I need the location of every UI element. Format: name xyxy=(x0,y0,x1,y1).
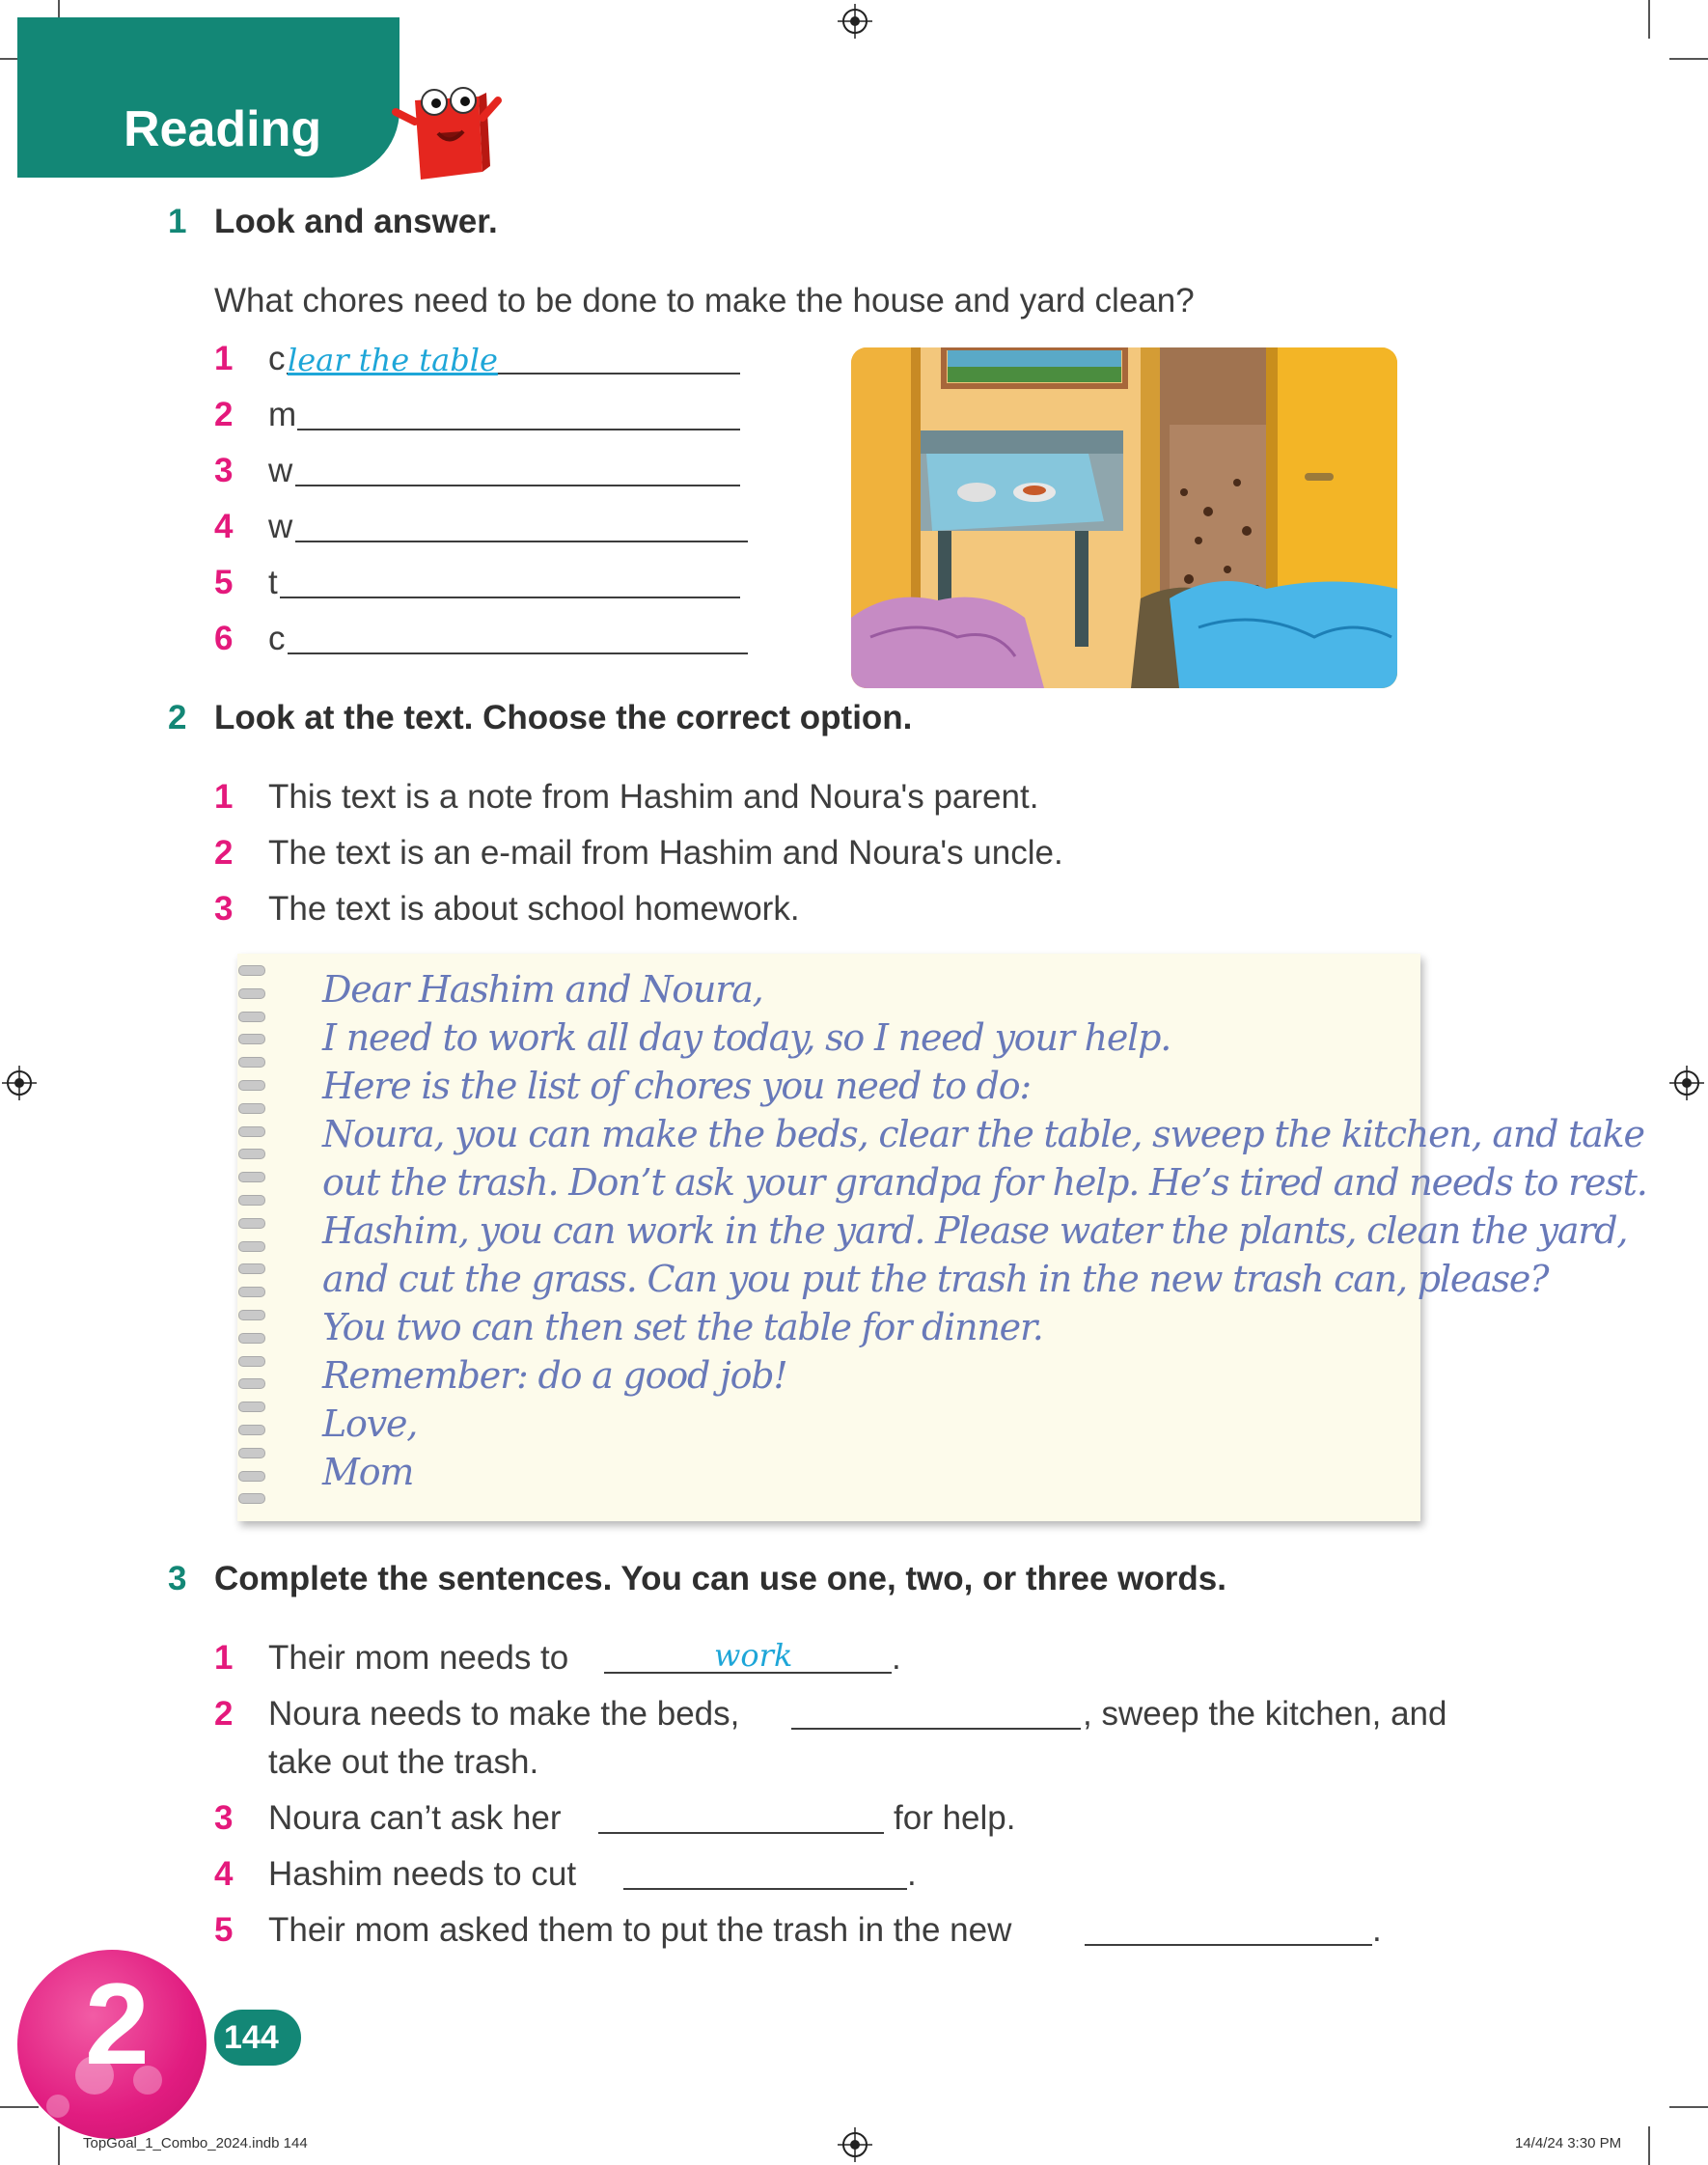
item-number: 1 xyxy=(214,340,234,377)
sentence-text: . xyxy=(907,1855,917,1893)
crop-mark xyxy=(0,2106,39,2108)
crop-mark xyxy=(1669,2106,1708,2108)
spiral-ring xyxy=(238,1126,265,1137)
item-number: 6 xyxy=(214,620,234,657)
spiral-ring xyxy=(238,1263,265,1274)
answer-first-letter: w xyxy=(268,452,293,489)
spiral-ring xyxy=(238,1378,265,1389)
answer-first-letter: c xyxy=(268,340,286,377)
section-title: Complete the sentences. You can use one, two, or three words. xyxy=(214,1560,1226,1597)
spiral-ring xyxy=(238,1080,265,1091)
note-line: out the trash. Don’t ask your grandpa for help. He’s tired and needs to rest. xyxy=(322,1161,1647,1204)
note-line: Love, xyxy=(322,1402,418,1445)
footer-filename: TopGoal_1_Combo_2024.indb 144 xyxy=(83,2135,308,2151)
section-number: 3 xyxy=(168,1560,187,1597)
answer-line[interactable] xyxy=(288,652,748,654)
section-title: Look at the text. Choose the correct option. xyxy=(214,699,913,736)
sentence-text: . xyxy=(1372,1911,1382,1949)
item-number: 4 xyxy=(214,508,234,545)
answer-line[interactable] xyxy=(295,541,748,542)
note-line: Here is the list of chores you need to do: xyxy=(322,1065,1032,1107)
spiral-ring xyxy=(238,1287,265,1297)
spiral-ring xyxy=(238,1402,265,1412)
note-line: Remember: do a good job! xyxy=(322,1354,787,1397)
sentence-text: Their mom asked them to put the trash in the new xyxy=(268,1911,1012,1949)
answer-line[interactable] xyxy=(295,485,740,486)
answer-first-letter: m xyxy=(268,396,297,433)
answer-line[interactable] xyxy=(623,1888,907,1890)
sentence-text: take out the trash. xyxy=(268,1743,539,1781)
item-number: 1 xyxy=(214,1639,234,1677)
spiral-ring xyxy=(238,1149,265,1159)
spiral-ring xyxy=(238,1333,265,1344)
spiral-ring xyxy=(238,1218,265,1229)
note-line: Hashim, you can work in the yard. Please water the plants, clean the yard, xyxy=(322,1209,1628,1252)
sentence-text: , sweep the kitchen, and xyxy=(1083,1695,1447,1733)
spiral-ring xyxy=(238,1448,265,1458)
spiral-ring xyxy=(238,1012,265,1022)
crop-mark xyxy=(1648,0,1650,39)
spiral-ring xyxy=(238,1241,265,1252)
crop-mark xyxy=(58,2126,60,2165)
spiral-ring xyxy=(238,1425,265,1435)
answer-line[interactable] xyxy=(598,1832,884,1834)
spiral-ring xyxy=(238,965,265,976)
spiral-ring xyxy=(238,1493,265,1504)
registration-mark-icon xyxy=(838,2127,872,2162)
item-number: 5 xyxy=(214,564,234,601)
item-number: 2 xyxy=(214,1695,234,1733)
spiral-ring xyxy=(238,1172,265,1182)
messy-room-illustration xyxy=(851,347,1397,688)
section-title: Look and answer. xyxy=(214,203,498,240)
page-title: Reading xyxy=(124,101,322,157)
registration-mark-icon xyxy=(2,1066,37,1100)
note-line: Mom xyxy=(322,1451,414,1493)
registration-mark-icon xyxy=(838,4,872,39)
registration-mark-icon xyxy=(1669,1066,1704,1100)
item-number: 3 xyxy=(214,1799,234,1837)
answer-first-letter: t xyxy=(268,564,278,601)
sentence-text: for help. xyxy=(894,1799,1016,1837)
item-number: 5 xyxy=(214,1911,234,1949)
option-text[interactable]: The text is an e-mail from Hashim and Noura's uncle. xyxy=(268,834,1063,872)
handwritten-answer: lear the table xyxy=(288,342,498,378)
item-number: 1 xyxy=(214,778,234,816)
item-number: 2 xyxy=(214,396,234,433)
answer-line[interactable] xyxy=(1085,1944,1372,1946)
handwritten-answer: work xyxy=(714,1637,793,1674)
note-line: and cut the grass. Can you put the trash in the new trash can, please? xyxy=(322,1258,1549,1300)
sentence-text: Hashim needs to cut xyxy=(268,1855,577,1893)
sentence-text: Noura needs to make the beds, xyxy=(268,1695,740,1733)
mascot-icon xyxy=(386,79,504,185)
page-number: 144 xyxy=(224,2019,279,2056)
spiral-ring xyxy=(238,1310,265,1320)
note-line: Noura, you can make the beds, clear the table, sweep the kitchen, and take xyxy=(322,1113,1644,1155)
note-line: You two can then set the table for dinner. xyxy=(322,1306,1043,1348)
sentence-text: Noura can’t ask her xyxy=(268,1799,562,1837)
sentence-text: . xyxy=(892,1639,901,1677)
answer-first-letter: w xyxy=(268,508,293,545)
option-text[interactable]: This text is a note from Hashim and Noura's parent. xyxy=(268,778,1039,816)
spiral-ring xyxy=(238,1103,265,1114)
section-number: 2 xyxy=(168,699,187,736)
section-number: 1 xyxy=(168,203,187,240)
spiral-ring xyxy=(238,1356,265,1367)
footer-date: 14/4/24 3:30 PM xyxy=(1515,2135,1622,2151)
unit-number: 2 xyxy=(85,1959,150,2089)
spiral-ring xyxy=(238,988,265,999)
spiral-ring xyxy=(238,1195,265,1206)
sentence-text: Their mom needs to xyxy=(268,1639,569,1677)
answer-line[interactable] xyxy=(791,1728,1081,1730)
note-line: I need to work all day today, so I need your help. xyxy=(322,1016,1171,1059)
note-text xyxy=(322,965,1647,1496)
answer-line[interactable] xyxy=(280,597,740,598)
answer-first-letter: c xyxy=(268,620,286,657)
spiral-ring xyxy=(238,1057,265,1068)
item-number: 4 xyxy=(214,1855,234,1893)
note-line: Dear Hashim and Noura, xyxy=(322,968,763,1011)
answer-line[interactable] xyxy=(297,429,740,430)
item-number: 2 xyxy=(214,834,234,872)
item-number: 3 xyxy=(214,452,234,489)
crop-mark xyxy=(1648,2126,1650,2165)
spiral-ring xyxy=(238,1034,265,1044)
spiral-ring xyxy=(238,1471,265,1482)
question-text: What chores need to be done to make the house and yard clean? xyxy=(214,282,1195,319)
crop-mark xyxy=(1669,58,1708,60)
item-number: 3 xyxy=(214,890,234,928)
option-text[interactable]: The text is about school homework. xyxy=(268,890,800,928)
